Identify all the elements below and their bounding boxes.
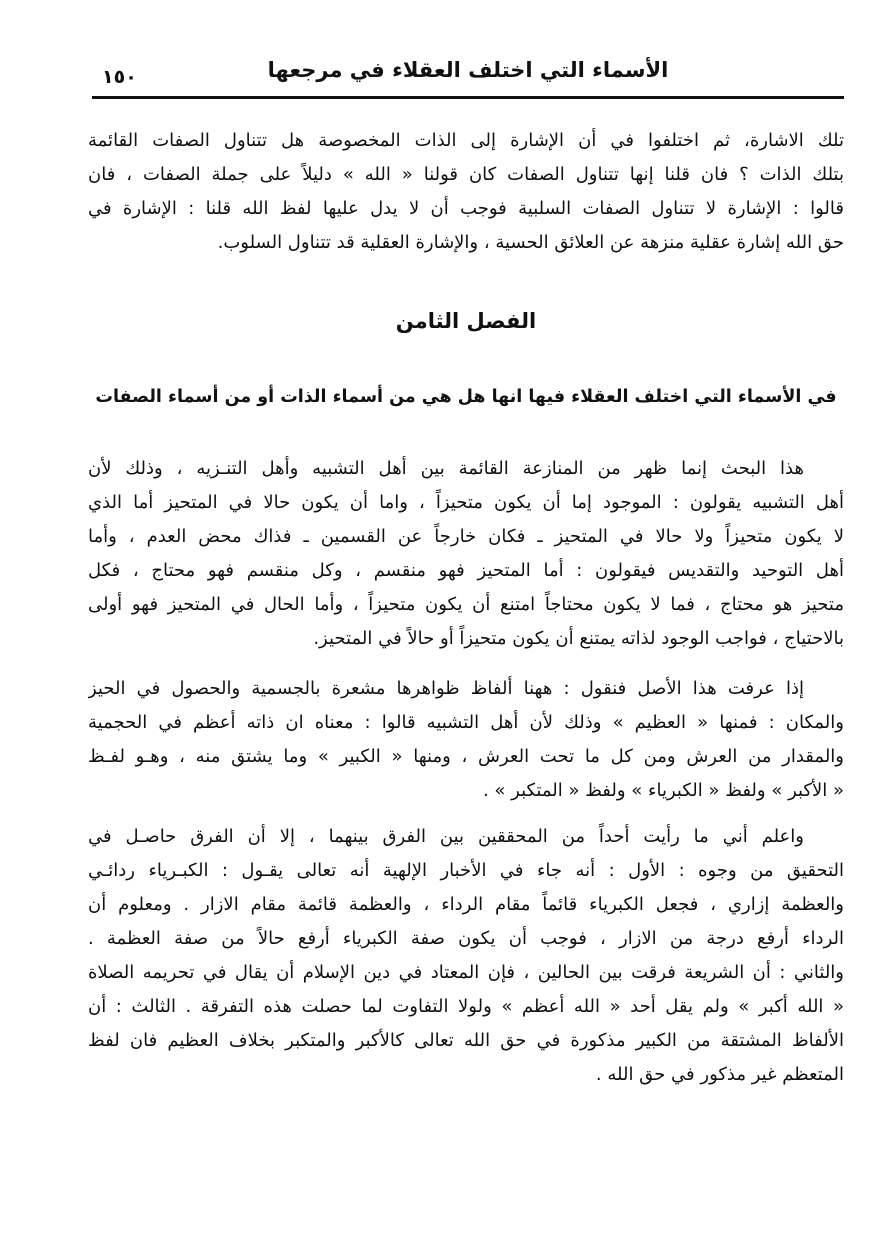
text-line: الرداء أرفع درجة من الازار ، فوجب أن يكون صفة الكبرياء أرفع حالاً من صفة العظمة . (88, 928, 844, 949)
header-rule (92, 96, 844, 99)
running-title: الأسماء التي اختلف العقلاء في مرجعها (267, 58, 669, 82)
text-line: تلك الاشارة، ثم اختلفوا في أن الإشارة إلى الذات المخصوصة هل تتناول الصفات القائمة (88, 130, 844, 151)
paragraph-1 (88, 124, 844, 260)
paragraph-3 (88, 672, 844, 808)
text-line: إذا عرفت هذا الأصل فنقول : ههنا ألفاظ ظواهرها مشعرة بالجسمية والحصول في الحيز (88, 678, 804, 699)
text-line: بالاحتياج ، فواجب الوجود لذاته يمتنع أن يكون متحيزاً أو حالاً في المتحيز. (313, 628, 844, 649)
chapter-subheading (88, 380, 844, 414)
text-line: الألفاظ المشتقة من الكبير مذكورة في حق الله تعالى كالأكبر والمتكبر بخلاف العظيم فان لفظ (88, 1030, 844, 1051)
text-line: « الله أكبر » ولم يقل أحد « الله أعظم » ولولا التفاوت لما حصلت هذه التفرقة . الثالث : أن (88, 996, 844, 1017)
paragraph-2 (88, 452, 844, 656)
text-line: والعظمة إزاري ، فجعل الكبرياء قائماً مقام الرداء ، والعظمة قائمة مقام الازار . ومعلوم أن (88, 894, 844, 915)
chapter-subtitle: في الأسماء التي اختلف العقلاء فيها انها هل هي من أسماء الذات أو من أسماء الصفات (95, 387, 837, 407)
text-line: أهل التشبيه يقولون : الموجود إما أن يكون متحيزاً ، واما أن يكون حالا في المتحيز أما الذي (88, 492, 844, 513)
page-header (92, 52, 844, 96)
text-line: المتعظم غير مذكور في حق الله . (595, 1064, 844, 1085)
text-line: والثاني : أن الشريعة فرقت بين الحالين ، فإن المعتاد في دين الإسلام أن يقال في تحريمه الصلاة (88, 962, 844, 983)
paragraph-4 (88, 820, 844, 1092)
text-line: « الأكبر » ولفظ « الكبرياء » ولفظ « المتكبر » . (482, 780, 844, 801)
text-line: أهل التوحيد والتقديس فيقولون : أما المتحيز فهو منقسم ، وكل منقسم فهو محتاج ، فكل (88, 560, 844, 581)
text-line: والمقدار من العرش ومن كل ما تحت العرش ، ومنها « الكبير » وما يشتق منه ، وهـو لفـظ (88, 746, 844, 767)
chapter-heading (88, 304, 844, 338)
text-line: لا يكون متحيزاً ولا حالا في المتحيز ـ فكان خارجاً عن القسمين ـ فذاك محض العدم ، وأما (88, 526, 844, 547)
text-line: والمكان : فمنها « العظيم » وذلك لأن أهل التشبيه قالوا : معناه ان ذاته أعظم في الحجمية (88, 712, 844, 733)
chapter-title: الفصل الثامن (395, 309, 537, 333)
text-line: حق الله إشارة عقلية منزهة عن العلائق الحسية ، والإشارة العقلية قد تتناول السلوب. (217, 232, 844, 253)
text-line: هذا البحث إنما ظهر من المنازعة القائمة بين أهل التشبيه وأهل التنـزيه ، وذلك لأن (88, 458, 804, 479)
text-line: قالوا : الإشارة لا تتناول الصفات السلبية فوجب أن لا يدل عليها لفظ الله قلنا : الإشارة في (88, 198, 844, 219)
page-number: ١٥٠ (102, 66, 137, 88)
text-line: واعلم أني ما رأيت أحداً من المحققين بين الفرق بينهما ، إلا أن الفرق حاصـل في (88, 826, 804, 847)
text-line: التحقيق من وجوه : الأول : أنه جاء في الأخبار الإلهية أنه تعالى يقـول : الكبـرياء ردائـي (88, 860, 844, 881)
text-line: بتلك الذات ؟ فان قلنا إنها تتناول الصفات كان قولنا « الله » دليلاً على جملة الصفات ، فان (88, 164, 844, 185)
text-line: متحيز هو محتاج ، فما لا يكون محتاجاً امتنع أن يكون متحيزاً ، وأما الحال في المتحيز فهو أولى (88, 594, 844, 615)
